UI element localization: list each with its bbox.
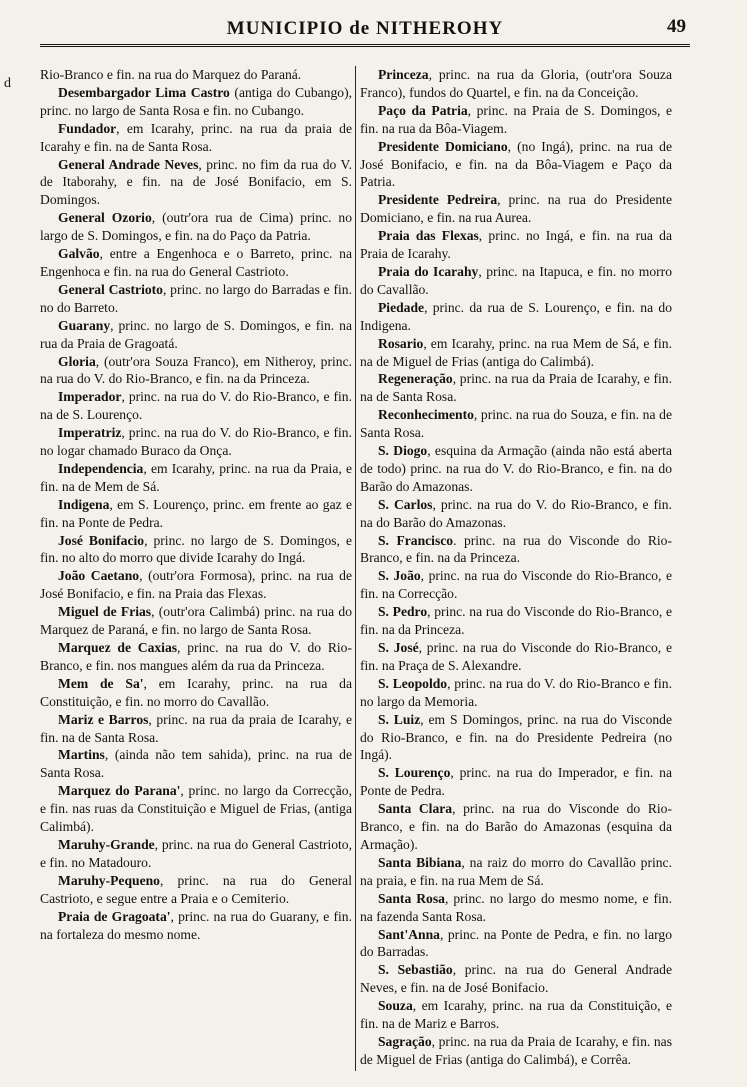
street-description: , princ. na rua do Visconde do Rio-Branco, e fin. na Correcção.	[360, 568, 672, 602]
street-entry	[40, 84, 352, 120]
street-name: Martins	[58, 747, 105, 763]
street-description: , princ. no fim da rua do V. de Itaborahy, e fin. na de José Bonifacio, em S. Domingos.	[40, 156, 352, 208]
street-entry	[40, 532, 352, 568]
street-description: , em S. Lourenço, princ. em frente ao gaz e fin. na Ponte de Pedra.	[40, 496, 352, 530]
street-entry	[40, 567, 352, 603]
street-entry	[360, 227, 672, 263]
street-name: Marquez do Parana'	[58, 783, 181, 799]
street-entry	[360, 496, 672, 532]
street-entry	[360, 299, 672, 335]
page-title: MUNICIPIO de NITHEROHY	[226, 18, 504, 39]
street-name: Praia do Icarahy	[378, 263, 479, 279]
street-entry	[360, 370, 672, 406]
street-entry	[40, 353, 352, 389]
street-name: Desembargador Lima Castro	[58, 84, 230, 100]
street-description: , princ. na rua do V. do Rio-Branco, e fin. na do Barão do Amazonas.	[360, 496, 672, 530]
street-name: Imperatriz	[58, 425, 122, 441]
street-entry	[40, 711, 352, 747]
street-entry	[360, 138, 672, 192]
street-name: S. Sebastião	[378, 962, 453, 978]
street-name: Presidente Domiciano	[378, 138, 508, 154]
street-entry	[40, 120, 352, 156]
street-entry	[40, 836, 352, 872]
street-entry	[360, 961, 672, 997]
street-entry	[360, 66, 672, 102]
street-description: , em S Domingos, princ. na rua do Visconde do Rio-Branco, e fin. na do Presidente Pedreira (no Ingá).	[360, 711, 672, 763]
street-name: Princeza	[378, 67, 429, 82]
column-divider	[355, 66, 356, 1071]
street-name: Rosario	[378, 335, 424, 351]
street-entry	[40, 908, 352, 944]
street-entry	[360, 442, 672, 496]
street-entry	[360, 603, 672, 639]
street-description: , princ. na rua do Visconde do Rio-Branco, e fin. na Praça de S. Alexandre.	[360, 640, 672, 673]
street-name: Imperador	[58, 389, 122, 405]
street-name: Santa Rosa	[378, 890, 445, 906]
street-name: Galvão	[58, 246, 100, 262]
street-name: S. Pedro	[378, 604, 428, 620]
street-entry	[360, 764, 672, 800]
street-name: S. Diogo	[378, 443, 428, 459]
street-description: , princ. na rua do V. do Rio-Branco, e fin. nos mangues além da rua da Princeza.	[40, 640, 352, 673]
street-entry	[40, 460, 352, 496]
street-name: Maruhy-Pequeno	[58, 872, 160, 888]
street-description: , princ. no largo do Barradas e fin. no do Barreto.	[40, 281, 352, 315]
street-entry	[360, 854, 672, 890]
street-name: Mariz e Barros	[58, 711, 149, 727]
street-entry	[360, 1033, 672, 1069]
street-entry	[360, 800, 672, 854]
street-description: , esquina da Armação (ainda não está aberta de todo) princ. na rua do V. do Rio-Branco, e fin. na do Barão do Amazonas.	[360, 443, 672, 494]
street-description: , princ. na rua do V. do Rio-Branco, e fin. no logar chamado Buraco da Onça.	[40, 425, 352, 459]
street-description: (antiga do Cubango), princ. no largo de Santa Rosa e fin. no Cubango.	[40, 84, 352, 118]
street-name: Guarany	[58, 317, 111, 333]
street-entry	[40, 317, 352, 353]
street-description: , princ. na rua do Visconde do Rio-Branco, e fin. na da Princeza.	[360, 604, 672, 638]
street-description: , em Icarahy, princ. na rua Mem de Sá, e fin. na de Miguel de Frias (antiga do Calimbá).	[360, 335, 672, 369]
street-description: , princ. na rua do Guarany, e fin. na fortaleza do mesmo nome.	[40, 908, 352, 942]
street-name: General Andrade Neves	[58, 156, 199, 172]
street-entry	[40, 639, 352, 675]
street-description: , princ. na rua do Visconde do Rio-Branco, e fin. na do Barão do Amazonas (esquina da Armação).	[360, 801, 672, 852]
street-entry	[360, 675, 672, 711]
street-entry	[360, 926, 672, 962]
street-entry	[40, 872, 352, 908]
street-description: , princ. na Itapuca, e fin. no morro do Cavallão.	[360, 263, 672, 297]
street-entry	[40, 782, 352, 836]
street-description: , em Icarahy, princ. na rua da Praia, e fin. na de Mem de Sá.	[40, 460, 352, 494]
street-entry	[40, 603, 352, 639]
street-description: , princ. no largo da Correcção, e fin. nas ruas da Constituição e Miguel de Frias, (antiga Calimbá).	[40, 783, 352, 835]
street-entry	[360, 532, 672, 568]
street-description: , (outr'ora Formosa), princ. na rua de José Bonifacio, e fin. na Praia das Flexas.	[40, 568, 352, 602]
street-description: , princ. na rua do V. do Rio-Branco e fin. no largo da Memoria.	[360, 675, 672, 709]
street-name: Paço da Patria	[378, 102, 468, 118]
left-column	[40, 66, 352, 1076]
street-description: , princ. na rua do General Castrioto, e fin. no Matadouro.	[40, 836, 352, 870]
street-description: , (ainda não tem sahida), princ. na rua de Santa Rosa.	[40, 747, 352, 781]
street-name: S. Francisco	[378, 532, 454, 548]
street-description: , em Icarahy, princ. na rua da Constituição, e fin. no morro do Cavallão.	[40, 675, 352, 709]
street-entry	[40, 209, 352, 245]
street-name: Sant'Anna	[378, 926, 440, 942]
street-description: , princ. no largo de S. Domingos, e fin. na rua da Praia de Gragoatá.	[40, 317, 352, 351]
street-description: , princ. na rua do V. do Rio-Branco, e fin. na de S. Lourenço.	[40, 389, 352, 423]
street-description: , princ. na Ponte de Pedra, e fin. no largo do Barradas.	[360, 926, 672, 960]
street-name: Presidente Pedreira	[378, 192, 498, 208]
street-description: , entre a Engenhoca e o Barreto, princ. na Engenhoca e fin. na rua do General Castrioto.	[40, 246, 352, 279]
street-description: , princ. na rua da Praia de Icarahy, e fin. nas de Miguel de Frias (antiga do Calimbá), e Corrêa.	[360, 1033, 672, 1067]
street-name: José Bonifacio	[58, 532, 145, 548]
street-entry	[360, 263, 672, 299]
right-column	[360, 66, 672, 1076]
street-entry	[360, 406, 672, 442]
street-name: Souza	[378, 998, 413, 1014]
street-entry	[360, 639, 672, 675]
street-name: General Castrioto	[58, 281, 163, 297]
street-description: , princ. no Ingá, e fin. na rua da Praia de Icarahy.	[360, 228, 672, 262]
street-name: Piedade	[378, 299, 425, 315]
street-entry	[40, 156, 352, 210]
street-entry	[40, 496, 352, 532]
street-description: , em Icarahy, princ. na rua da Constituição, e fin. na de Mariz e Barros.	[360, 998, 672, 1032]
street-description: , princ. na Praia de S. Domingos, e fin. na rua da Bôa-Viagem.	[360, 102, 672, 136]
street-entry	[360, 567, 672, 603]
street-name: Maruhy-Grande	[58, 836, 155, 852]
street-description: , princ. da rua de S. Lourenço, e fin. na do Indigena.	[360, 299, 672, 333]
street-name: S. Leopoldo	[378, 675, 448, 691]
street-entry	[40, 675, 352, 711]
street-entry	[40, 281, 352, 317]
street-name: Mem de Sa'	[58, 675, 144, 691]
street-name: Praia de Gragoata'	[58, 908, 171, 924]
street-description: , em Icarahy, princ. na rua da praia de Icarahy e fin. na de Santa Rosa.	[40, 120, 352, 154]
street-entry	[360, 711, 672, 765]
street-name: Reconhecimento	[378, 407, 474, 423]
street-name: S. Lourenço	[378, 765, 451, 781]
street-name: Marquez de Caxias	[58, 640, 178, 655]
street-description: , princ. na rua da Praia de Icarahy, e fin. na de Santa Rosa.	[360, 371, 672, 405]
street-description: Rio-Branco e fin. na rua do Marquez do Paraná.	[40, 67, 302, 82]
street-name: Santa Clara	[378, 801, 453, 817]
street-description: , princ. na rua do General Castrioto, e segue entre a Praia e o Cemiterio.	[40, 872, 352, 906]
street-entry	[360, 890, 672, 926]
street-name: S. Carlos	[378, 496, 433, 512]
street-name: Santa Bibiana	[378, 854, 462, 870]
street-name: Praia das Flexas	[378, 228, 479, 244]
margin-mark: d	[4, 76, 11, 91]
street-description: , (outr'ora Souza Franco), em Nitheroy, princ. na rua do V. do Rio-Branco, e fin. na da Princeza.	[40, 353, 352, 387]
street-name: General Ozorio	[58, 210, 152, 226]
street-name: João Caetano	[58, 568, 140, 584]
street-description: , princ. no largo do mesmo nome, e fin. na fazenda Santa Rosa.	[360, 890, 672, 924]
street-description: , princ. na rua do Imperador, e fin. na Ponte de Pedra.	[360, 765, 672, 799]
street-entry	[40, 66, 352, 84]
street-description: , (no Ingá), princ. na rua de José Bonifacio, e fin. na da Bôa-Viagem e Paço da Patria.	[360, 138, 672, 190]
street-name: Fundador	[58, 120, 117, 136]
street-entry	[360, 102, 672, 138]
street-description: , princ. na rua da Gloria, (outr'ora Souza Franco), fundos do Quartel, e fin. na da Conceição.	[360, 67, 672, 100]
street-name: Regeneração	[378, 371, 453, 387]
street-entry	[360, 997, 672, 1033]
street-name: S. Luiz	[378, 711, 421, 727]
street-entry	[360, 191, 672, 227]
street-description: , princ. na rua da praia de Icarahy, e fin. na de Santa Rosa.	[40, 711, 352, 745]
street-name: Miguel de Frias	[58, 604, 152, 620]
street-description: , princ. no largo de S. Domingos, e fin. no alto do morro que divide Icarahy do Ingá.	[40, 532, 352, 566]
street-entry	[40, 388, 352, 424]
street-name: S. João	[378, 568, 421, 584]
street-name: Sagração	[378, 1033, 432, 1049]
page-number: 49	[667, 16, 686, 37]
street-name: Independencia	[58, 460, 144, 476]
street-description: , princ. na rua do General Andrade Neves, e fin. na de José Bonifacio.	[360, 962, 672, 996]
street-name: Indigena	[58, 496, 110, 512]
street-name: S. José	[378, 640, 419, 655]
page-header	[40, 10, 690, 47]
street-description: . princ. na rua do Visconde do Rio-Branco, e fin. na da Princeza.	[360, 532, 672, 566]
street-description: , na raiz do morro do Cavallão princ. na praia, e fin. na rua Mem de Sá.	[360, 854, 672, 888]
street-description: , princ. na rua do Souza, e fin. na de Santa Rosa.	[360, 407, 672, 441]
street-entry	[40, 245, 352, 281]
street-entry	[40, 746, 352, 782]
street-description: , princ. na rua do Presidente Domiciano, e fin. na rua Aurea.	[360, 192, 672, 226]
street-description: , (outr'ora Calimbá) princ. na rua do Marquez de Paraná, e fin. no largo de Santa Rosa.	[40, 604, 352, 638]
street-entry	[40, 424, 352, 460]
street-entry	[360, 335, 672, 371]
street-description: , (outr'ora rua de Cima) princ. no largo de S. Domingos, e fin. na do Paço da Patria.	[40, 210, 352, 244]
street-name: Gloria	[58, 353, 96, 369]
